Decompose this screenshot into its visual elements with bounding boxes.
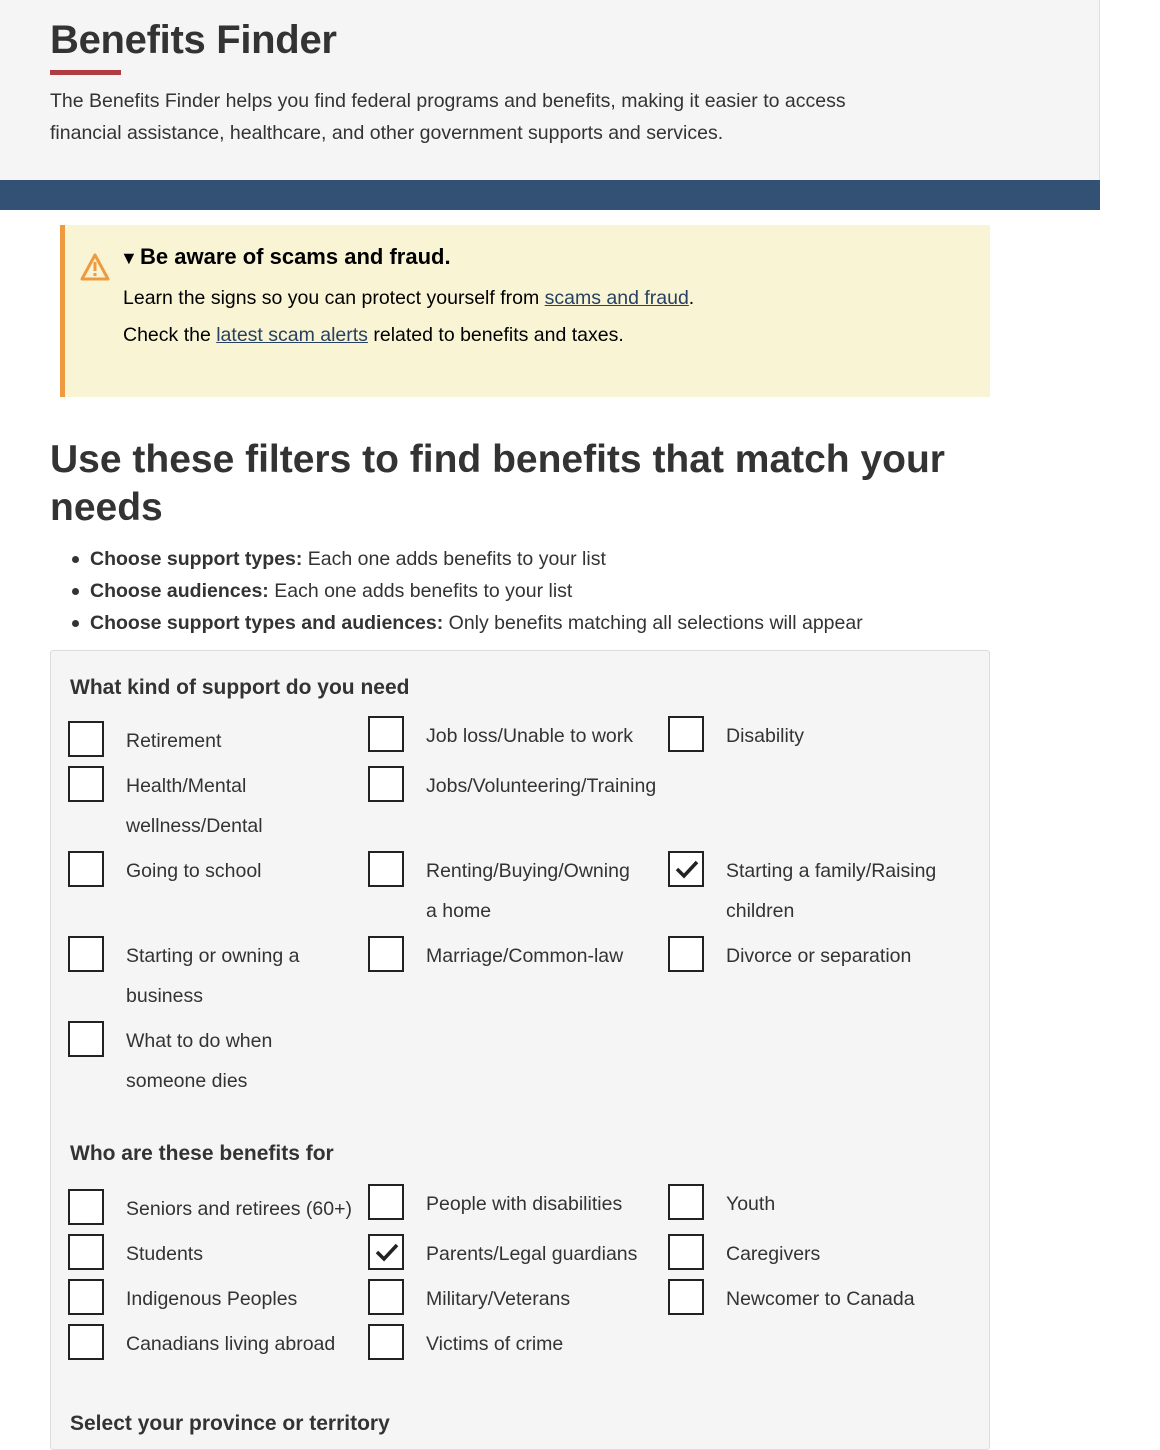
alert-line-1-end: . xyxy=(688,287,695,309)
checkbox-box[interactable] xyxy=(368,716,404,752)
checkbox-box[interactable] xyxy=(668,1279,704,1315)
checkbox-box[interactable] xyxy=(68,1234,104,1270)
checkbox-box[interactable] xyxy=(668,716,704,752)
checkbox-label: Starting or owning a xyxy=(126,945,300,967)
checkbox-box[interactable] xyxy=(68,721,104,757)
checkbox-box[interactable] xyxy=(368,766,404,802)
alert-line-1 xyxy=(123,287,694,310)
checkmark-icon xyxy=(675,859,699,879)
page-intro xyxy=(50,85,950,149)
checkbox-label: Youth xyxy=(726,1193,776,1215)
alert-line-1-text: Learn the signs so you can protect yourself from xyxy=(123,287,545,309)
filters-heading: Use these filters to find benefits that match your needs xyxy=(50,438,945,529)
checkbox-box[interactable] xyxy=(368,936,404,972)
checkbox-label-line2: a home xyxy=(426,900,492,922)
support-group-title: What kind of support do you need xyxy=(70,676,410,699)
checkbox-box[interactable] xyxy=(68,1189,104,1225)
warning-icon xyxy=(80,253,110,281)
checkbox-box[interactable] xyxy=(368,1324,404,1360)
scams-fraud-link[interactable]: scams and fraud xyxy=(544,287,689,309)
checkbox-label: Renting/Buying/Owning xyxy=(426,860,630,882)
checkbox-label: Jobs/Volunteering/Training xyxy=(426,775,657,797)
instruction-bold: Choose support types and audiences: xyxy=(90,612,444,634)
checkbox-box[interactable] xyxy=(668,851,704,887)
checkbox-label-line2: business xyxy=(126,985,203,1007)
instruction-text: Each one adds benefits to your list xyxy=(268,580,573,602)
filter-instructions xyxy=(50,543,863,639)
instruction-text: Only benefits matching all selections will appear xyxy=(443,612,863,634)
checkbox-label: Newcomer to Canada xyxy=(726,1288,915,1310)
checkbox-box[interactable] xyxy=(368,1234,404,1270)
checkbox-label-line2: someone dies xyxy=(126,1070,248,1092)
checkbox-label: Seniors and retirees (60+) xyxy=(126,1198,352,1220)
checkbox-label: Indigenous Peoples xyxy=(126,1288,298,1310)
checkbox-label: Military/Veterans xyxy=(426,1288,571,1310)
audience-group-title: Who are these benefits for xyxy=(70,1142,334,1165)
checkmark-icon xyxy=(375,1242,399,1262)
checkbox-box[interactable] xyxy=(68,1324,104,1360)
checkbox-label: Marriage/Common-law xyxy=(426,945,624,967)
checkbox-box[interactable] xyxy=(68,936,104,972)
instruction-item xyxy=(50,543,863,575)
intro-line-1: The Benefits Finder helps you find federal programs and benefits, making it easier to access xyxy=(50,90,846,112)
checkbox-label: Retirement xyxy=(126,730,222,752)
instruction-item xyxy=(50,607,863,639)
checkbox-box[interactable] xyxy=(668,1234,704,1270)
decorative-band xyxy=(0,180,1100,210)
checkbox-label: Divorce or separation xyxy=(726,945,912,967)
checkbox-label: Health/Mental xyxy=(126,775,247,797)
checkbox-label: Students xyxy=(126,1243,203,1265)
checkbox-label: People with disabilities xyxy=(426,1193,623,1215)
alert-line-2-text: Check the xyxy=(123,324,217,346)
checkbox-box[interactable] xyxy=(368,1279,404,1315)
checkbox-label: Disability xyxy=(726,725,805,747)
checkbox-label: What to do when xyxy=(126,1030,273,1052)
checkbox-box[interactable] xyxy=(368,851,404,887)
checkbox-label: Canadians living abroad xyxy=(126,1333,336,1355)
checkbox-box[interactable] xyxy=(368,1184,404,1220)
alert-summary-toggle[interactable] xyxy=(120,244,451,270)
checkbox-label: Going to school xyxy=(126,860,262,882)
alert-line-2-end: related to benefits and taxes. xyxy=(367,324,624,346)
alert-title: Be aware of scams and fraud. xyxy=(140,244,451,269)
alert-line-2 xyxy=(123,324,624,347)
intro-line-2: financial assistance, healthcare, and other government supports and services. xyxy=(50,122,724,144)
checkbox-box[interactable] xyxy=(68,1279,104,1315)
triangle-down-icon: ▼ xyxy=(120,248,138,268)
instruction-bold: Choose audiences: xyxy=(90,580,269,602)
scam-alert xyxy=(60,225,990,397)
title-underline xyxy=(50,70,121,75)
instruction-item xyxy=(50,575,863,607)
province-group-title: Select your province or territory xyxy=(70,1412,390,1435)
checkbox-box[interactable] xyxy=(68,766,104,802)
checkbox-box[interactable] xyxy=(668,936,704,972)
checkbox-label-line2: wellness/Dental xyxy=(126,815,263,837)
checkbox-label: Starting a family/Raising xyxy=(726,860,937,882)
checkbox-box[interactable] xyxy=(68,1021,104,1057)
instruction-bold: Choose support types: xyxy=(90,548,303,570)
checkbox-label: Victims of crime xyxy=(426,1333,564,1355)
page-title: Benefits Finder xyxy=(50,18,337,62)
instruction-text: Each one adds benefits to your list xyxy=(302,548,606,570)
checkbox-label-line2: children xyxy=(726,900,795,922)
checkbox-label: Caregivers xyxy=(726,1243,821,1265)
scam-alerts-link[interactable]: latest scam alerts xyxy=(216,324,368,346)
checkbox-box[interactable] xyxy=(668,1184,704,1220)
checkbox-label: Parents/Legal guardians xyxy=(426,1243,638,1265)
checkbox-label: Job loss/Unable to work xyxy=(426,725,634,747)
checkbox-box[interactable] xyxy=(68,851,104,887)
